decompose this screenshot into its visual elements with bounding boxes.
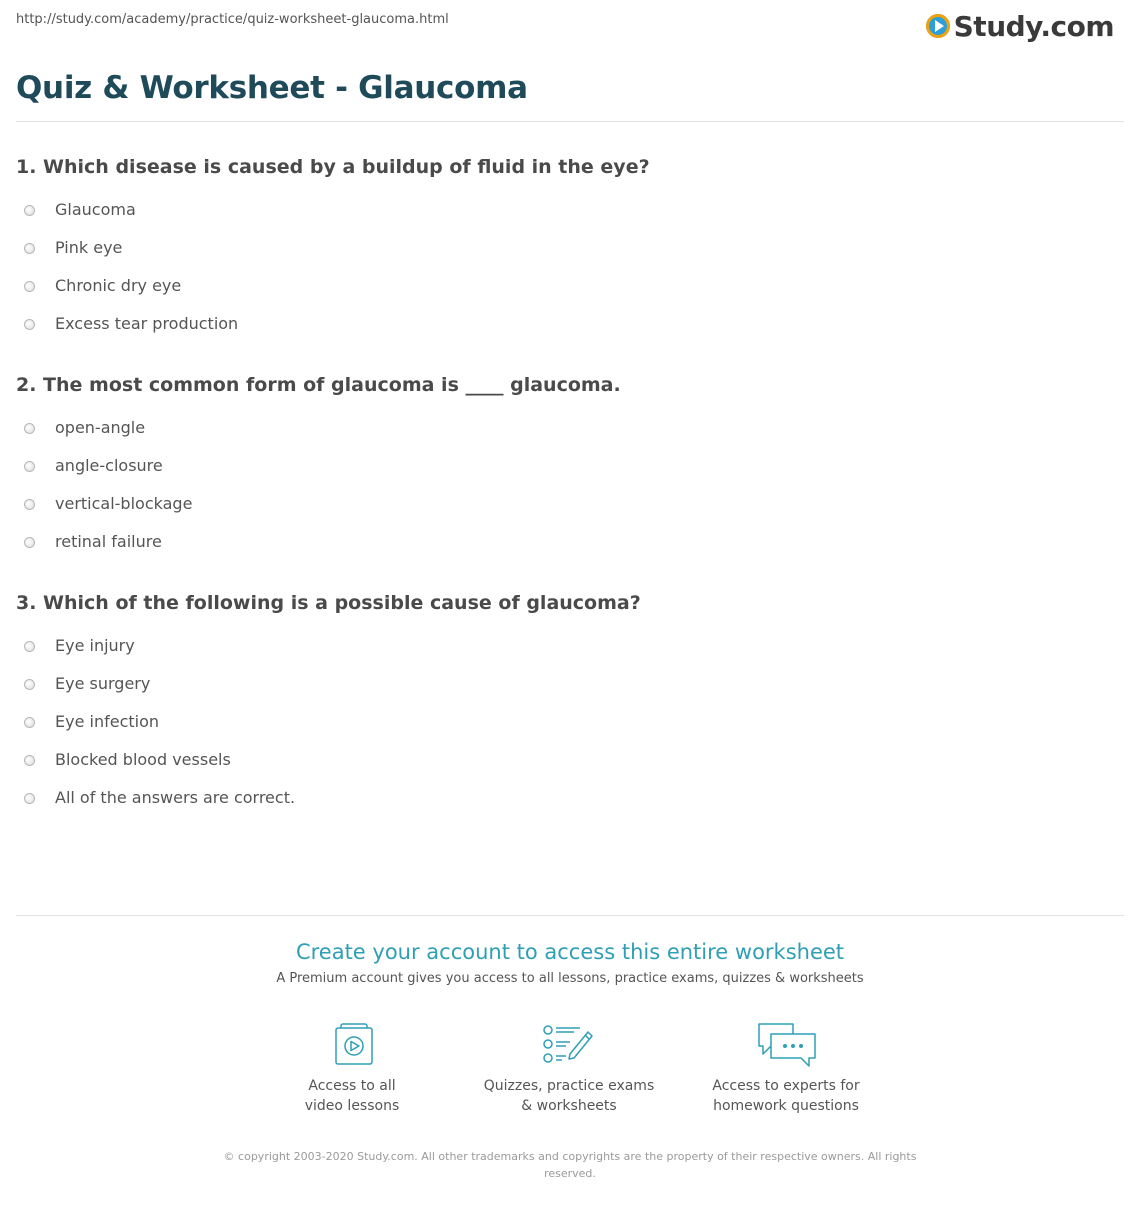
feature-label-line1: Access to all [308,1078,396,1094]
premium-cta [0,938,1140,988]
top-bar [0,0,1140,60]
option-label: Eye surgery [55,674,151,693]
option-label: vertical-blockage [55,494,193,513]
cta-title-link[interactable]: Create your account to access this entire worksheet [295,940,845,964]
option-label: All of the answers are correct. [55,788,296,807]
study-logo[interactable] [926,6,1114,46]
feature-quizzes [469,1018,669,1116]
answer-option[interactable] [16,776,1116,820]
option-label: Excess tear production [55,314,239,333]
quiz-checklist-icon [536,1018,602,1070]
option-label: Pink eye [55,238,123,257]
chat-experts-icon [753,1018,819,1070]
radio-button[interactable] [24,423,35,434]
question-2 [16,370,1116,564]
option-label: Glaucoma [55,200,136,219]
option-label: Blocked blood vessels [55,750,231,769]
option-label: retinal failure [55,532,162,551]
radio-button[interactable] [24,499,35,510]
option-label: Eye infection [55,712,160,731]
answer-option[interactable] [16,520,1116,564]
question-text: 1. Which disease is caused by a buildup of fluid in the eye? [16,156,650,178]
cta-divider [16,915,1124,916]
radio-button[interactable] [24,461,35,472]
page-title: Quiz & Worksheet - Glaucoma [16,70,528,106]
radio-button[interactable] [24,641,35,652]
option-label: angle-closure [55,456,163,475]
radio-button[interactable] [24,755,35,766]
question-1 [16,152,1116,346]
feature-label [686,1076,886,1116]
page-url[interactable]: http://study.com/academy/practice/quiz-worksheet-glaucoma.html [16,12,449,27]
radio-button[interactable] [24,537,35,548]
feature-label [252,1076,452,1116]
radio-button[interactable] [24,205,35,216]
question-text: 2. The most common form of glaucoma is ____ glaucoma. [16,374,621,396]
option-label: Eye injury [55,636,135,655]
logo-text: Study.com [953,9,1114,43]
video-lessons-icon [319,1018,385,1070]
feature-label-line2: & worksheets [521,1098,617,1114]
title-divider [16,121,1124,122]
quiz-questions [16,152,1116,844]
copyright-footer: © copyright 2003-2020 Study.com. All other trademarks and copyrights are the property of their respective owners. All rights reserved. [223,1150,917,1180]
radio-button[interactable] [24,793,35,804]
radio-button[interactable] [24,319,35,330]
option-label: open-angle [55,418,146,437]
feature-label-line2: video lessons [304,1098,400,1114]
question-text: 3. Which of the following is a possible cause of glaucoma? [16,592,641,614]
premium-features [0,1018,1140,1128]
radio-button[interactable] [24,679,35,690]
play-circle-icon [926,14,950,38]
cta-subtitle: A Premium account gives you access to all lessons, practice exams, quizzes & worksheets [276,971,864,986]
feature-label-line1: Quizzes, practice exams [483,1078,655,1094]
option-label: Chronic dry eye [55,276,182,295]
answer-option[interactable] [16,302,1116,346]
radio-button[interactable] [24,717,35,728]
feature-video-lessons [252,1018,452,1116]
feature-label [469,1076,669,1116]
feature-experts [686,1018,886,1116]
radio-button[interactable] [24,243,35,254]
feature-label-line2: homework questions [713,1098,859,1114]
radio-button[interactable] [24,281,35,292]
feature-label-line1: Access to experts for [712,1078,860,1094]
question-3 [16,588,1116,820]
